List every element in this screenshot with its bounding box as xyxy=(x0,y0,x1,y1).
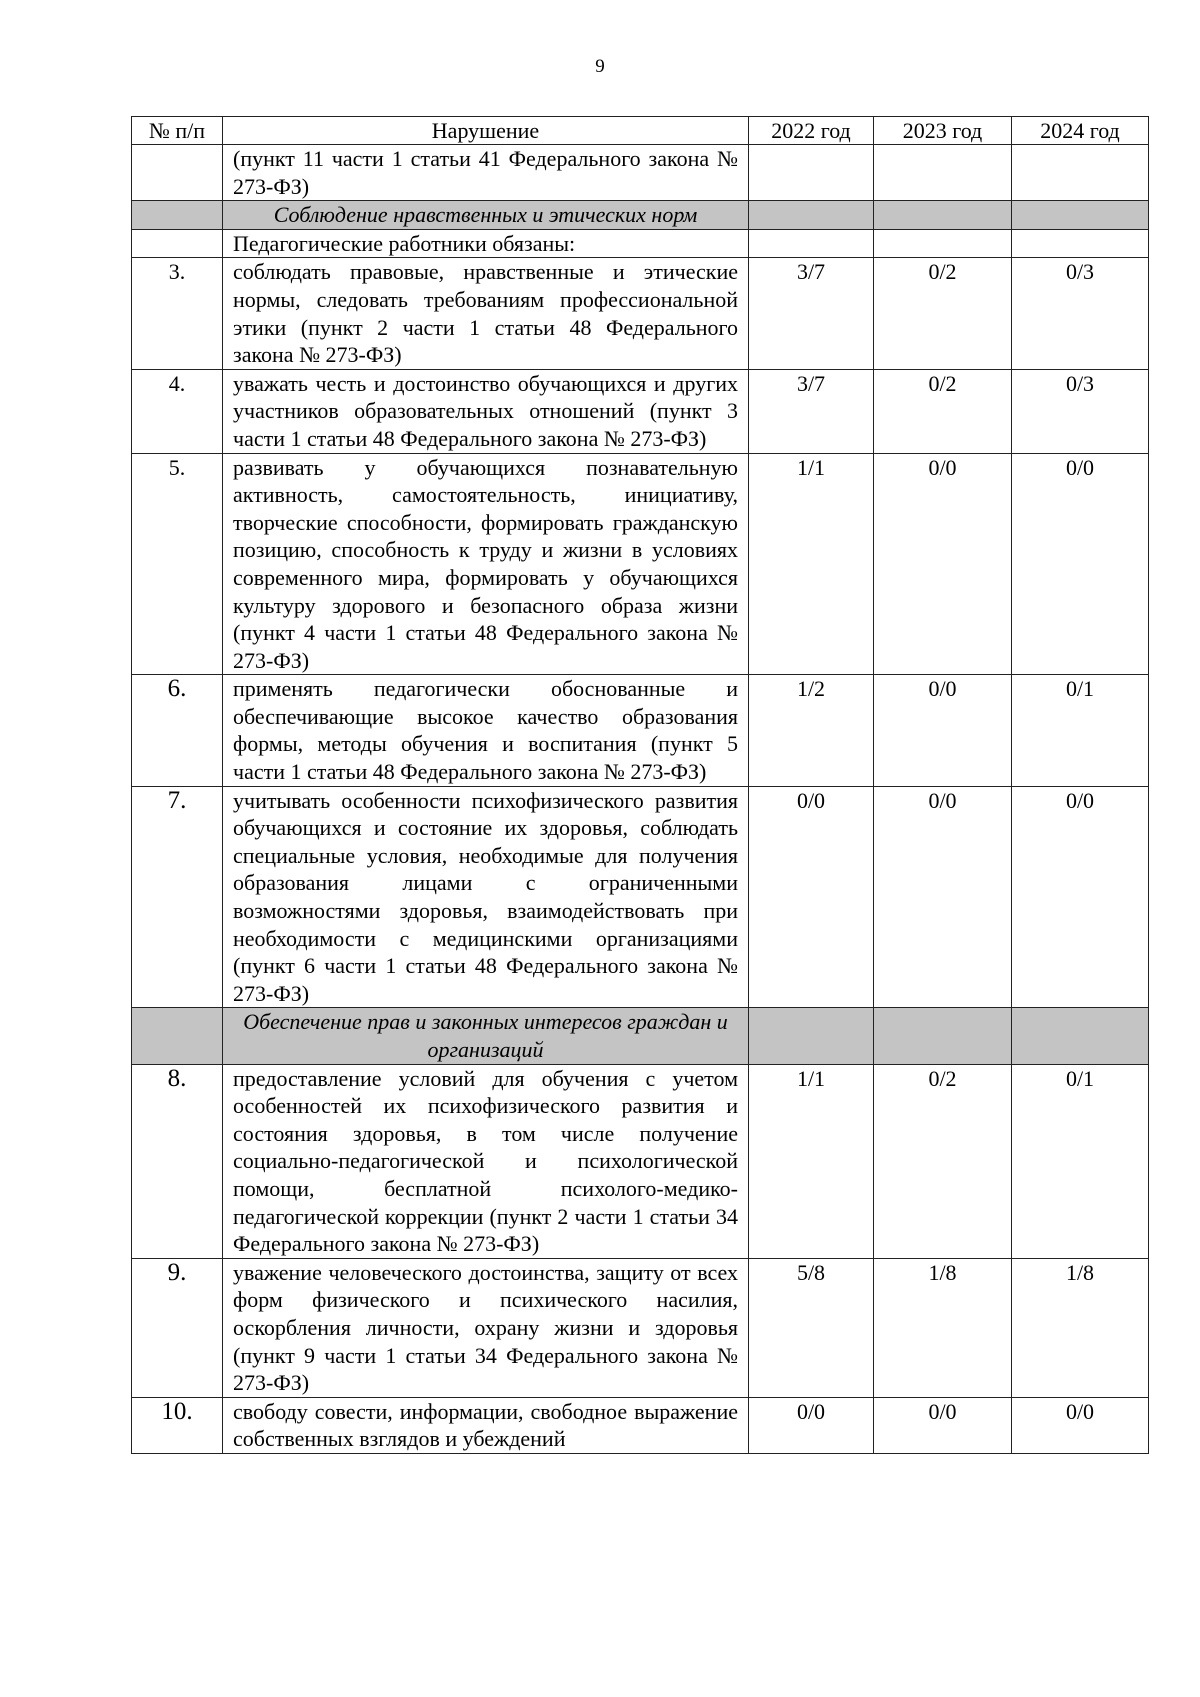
violation-text: предоставление условий для обучения с учетом особенностей их психофизического развития и состояния здоровья, в том числе получение социально-педагогической и психологической помощи, бесплатной психолого-медико-педагогической коррекции (пункт 2 части 1 статьи 34 Федерального закона № 273-ФЗ) xyxy=(223,1064,749,1258)
header-2022: 2022 год xyxy=(749,117,874,145)
table-row xyxy=(132,1397,1149,1453)
row-number: 3. xyxy=(132,258,223,369)
violation-text: учитывать особенности психофизического развития обучающихся и состояние их здоровья, соблюдать специальные условия, необходимые для получения образования лицами с ограниченными возможностями здоровья, взаимодействовать при необходимости с медицинскими организациями (пункт 6 части 1 статьи 48 Федерального закона № 273-ФЗ) xyxy=(223,786,749,1008)
value-2024: 0/1 xyxy=(1012,1064,1149,1258)
row-number: 8. xyxy=(132,1064,223,1258)
value-2022: 0/0 xyxy=(749,1397,874,1453)
section-title: Обеспечение прав и законных интересов граждан и организаций xyxy=(223,1008,749,1064)
header-2024: 2024 год xyxy=(1012,117,1149,145)
table-header-row xyxy=(132,117,1149,145)
row-number: 5. xyxy=(132,453,223,675)
value-2023: 1/8 xyxy=(874,1258,1012,1397)
value-2023: 0/0 xyxy=(874,786,1012,1008)
table-row xyxy=(132,675,1149,786)
value-2022: 3/7 xyxy=(749,258,874,369)
row-number: 7. xyxy=(132,786,223,1008)
section-title: Соблюдение нравственных и этических норм xyxy=(223,201,749,230)
value-2024: 0/0 xyxy=(1012,786,1149,1008)
value-2023: 0/0 xyxy=(874,1397,1012,1453)
intro-text: Педагогические работники обязаны: xyxy=(223,229,749,258)
value-2024: 0/0 xyxy=(1012,1397,1149,1453)
value-2023: 0/0 xyxy=(874,453,1012,675)
page-number: 9 xyxy=(595,56,605,77)
table-row xyxy=(132,453,1149,675)
value-2022: 1/1 xyxy=(749,453,874,675)
value-2024: 0/0 xyxy=(1012,453,1149,675)
row-number: 10. xyxy=(132,1397,223,1453)
value-2023: 0/2 xyxy=(874,258,1012,369)
table-row xyxy=(132,786,1149,1008)
violations-table xyxy=(131,116,1149,1454)
value-2024: 0/3 xyxy=(1012,369,1149,453)
intro-row xyxy=(132,229,1149,258)
violation-text: соблюдать правовые, нравственные и этические нормы, следовать требованиям профессиональной этики (пункт 2 части 1 статьи 48 Федерального закона № 273-ФЗ) xyxy=(223,258,749,369)
value-2024: 0/3 xyxy=(1012,258,1149,369)
section-row-ethics xyxy=(132,201,1149,230)
violation-text: применять педагогически обоснованные и обеспечивающие высокое качество образования формы, методы обучения и воспитания (пункт 5 части 1 статьи 48 Федерального закона № 273-ФЗ) xyxy=(223,675,749,786)
value-2022: 0/0 xyxy=(749,786,874,1008)
value-2024: 0/1 xyxy=(1012,675,1149,786)
header-number: № п/п xyxy=(132,117,223,145)
violation-text: уважение человеческого достоинства, защиту от всех форм физического и психического насилия, оскорбления личности, охрану жизни и здоровья (пункт 9 части 1 статьи 34 Федерального закона № 273-ФЗ) xyxy=(223,1258,749,1397)
violation-text: развивать у обучающихся познавательную активность, самостоятельность, инициативу, творческие способности, формировать гражданскую позицию, способность к труду и жизни в условиях современного мира, формировать у обучающихся культуру здорового и безопасного образа жизни (пункт 4 части 1 статьи 48 Федерального закона № 273-ФЗ) xyxy=(223,453,749,675)
row-number: 6. xyxy=(132,675,223,786)
row-number: 9. xyxy=(132,1258,223,1397)
header-violation: Нарушение xyxy=(223,117,749,145)
violation-text: свободу совести, информации, свободное выражение собственных взглядов и убеждений xyxy=(223,1397,749,1453)
table-row xyxy=(132,258,1149,369)
value-2023: 0/2 xyxy=(874,369,1012,453)
value-2022: 3/7 xyxy=(749,369,874,453)
table-row xyxy=(132,369,1149,453)
section-row-rights xyxy=(132,1008,1149,1064)
continuation-row xyxy=(132,145,1149,201)
table-row xyxy=(132,1258,1149,1397)
value-2022: 5/8 xyxy=(749,1258,874,1397)
value-2022: 1/1 xyxy=(749,1064,874,1258)
value-2023: 0/2 xyxy=(874,1064,1012,1258)
continuation-text: (пункт 11 части 1 статьи 41 Федерального закона № 273-ФЗ) xyxy=(223,145,749,201)
value-2024: 1/8 xyxy=(1012,1258,1149,1397)
header-2023: 2023 год xyxy=(874,117,1012,145)
violation-text: уважать честь и достоинство обучающихся и других участников образовательных отношений (пункт 3 части 1 статьи 48 Федерального закона № 273-ФЗ) xyxy=(223,369,749,453)
row-number: 4. xyxy=(132,369,223,453)
value-2023: 0/0 xyxy=(874,675,1012,786)
row-number xyxy=(132,145,223,201)
table-row xyxy=(132,1064,1149,1258)
value-2022: 1/2 xyxy=(749,675,874,786)
